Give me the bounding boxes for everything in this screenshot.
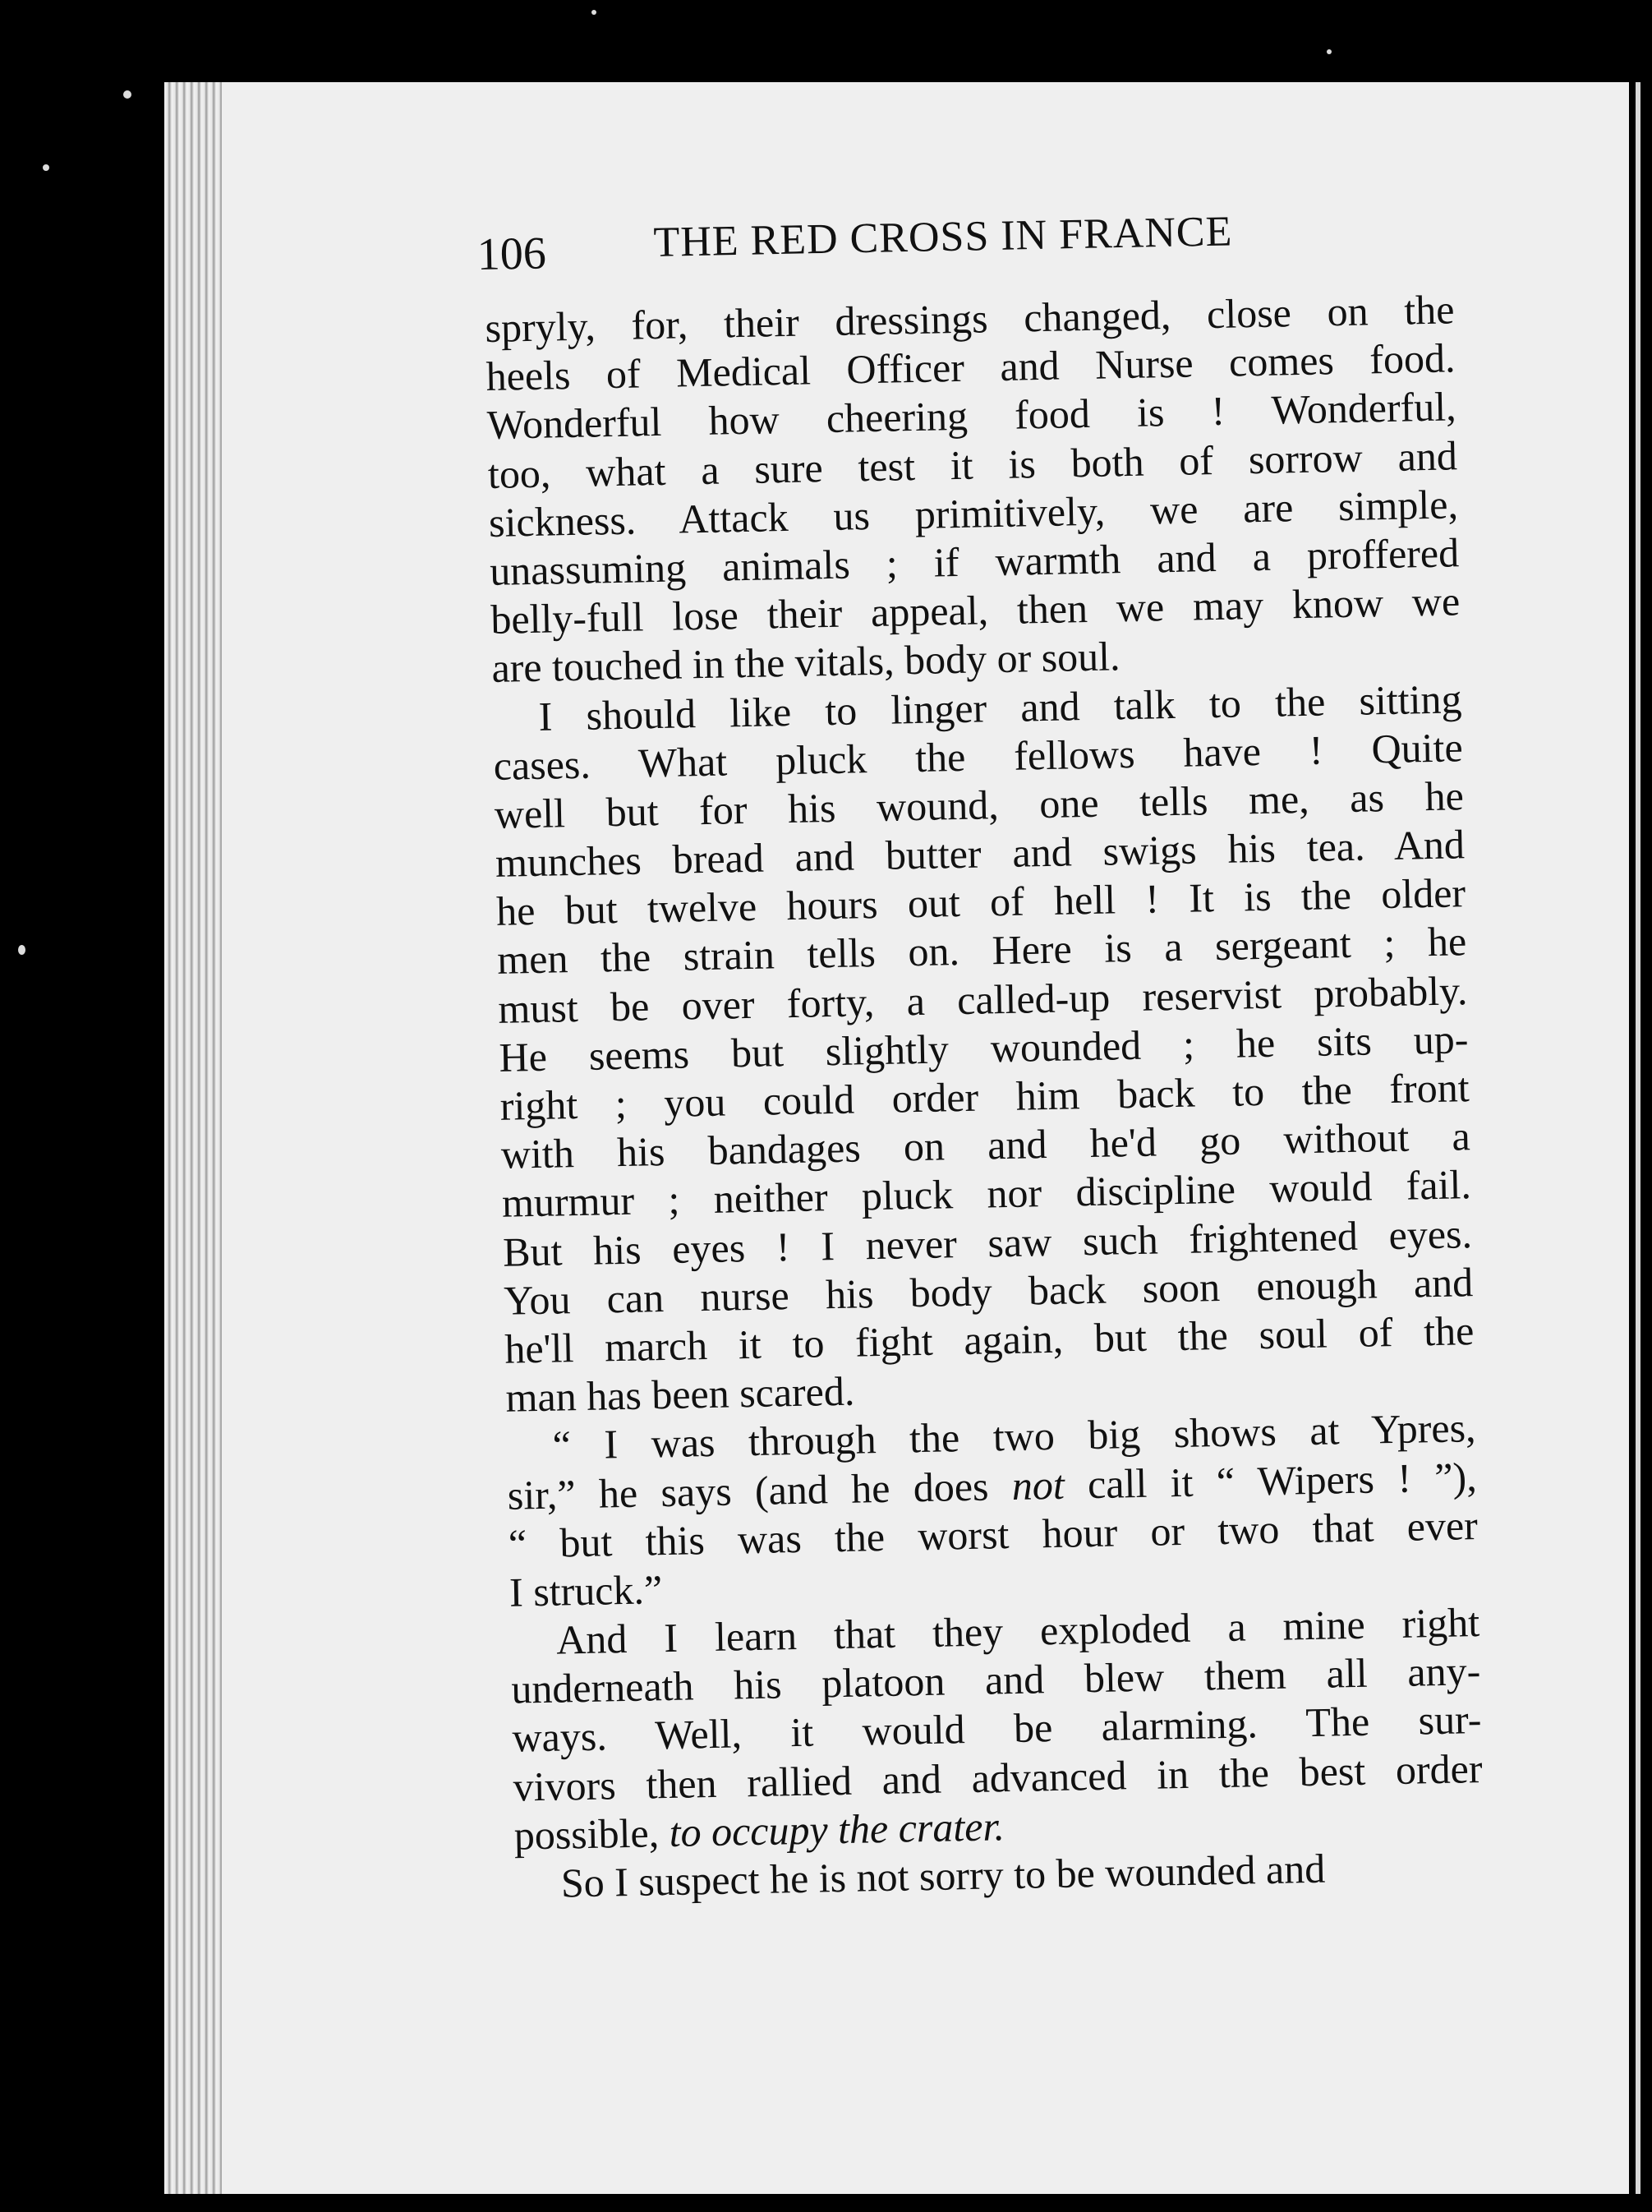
text-line: ways. Well, it would be alarming. The sur- (511, 1696, 1482, 1762)
text-line: heels of Medical Officer and Nurse comes food. (485, 334, 1456, 400)
text-line: he but twelve hours out of hell ! It is the older (495, 869, 1466, 935)
right-page-edge (1636, 82, 1640, 2194)
text-line: I struck.” (508, 1566, 663, 1615)
text-line: unassuming animals ; if warmth and a proffered (489, 529, 1460, 594)
text-segment: possible, (513, 1809, 660, 1859)
text-line: cases. What pluck the fellows have ! Quite (493, 723, 1464, 789)
text-line: murmur ; neither pluck nor discipline would fail. (501, 1161, 1472, 1227)
text-line: He seems but slightly wounded ; he sits up- (499, 1015, 1469, 1081)
text-line: You can nurse his body back soon enough and (503, 1258, 1474, 1324)
text-line: I should like to linger and talk to the sitting (538, 675, 1462, 740)
text-line: he'll march it to fight again, but the soul of the (504, 1307, 1475, 1372)
text-line: Wonderful how cheering food is ! Wonderful, (486, 383, 1457, 449)
text-line: And I learn that they exploded a mine right (555, 1599, 1480, 1663)
italic-text: to occupy the crater. (669, 1803, 1005, 1855)
italic-text: not (1011, 1461, 1065, 1509)
text-line: spryly, for, their dressings changed, close on the (485, 286, 1455, 351)
text-line: must be over forty, a called-up reservist probably. (497, 966, 1468, 1032)
text-line: vivors then rallied and advanced in the best order (513, 1744, 1483, 1810)
running-head: THE RED CROSS IN FRANCE (652, 208, 1233, 266)
body-text (485, 285, 1484, 1908)
text-line: well but for his wound, one tells me, as he (494, 772, 1465, 837)
text-line: right ; you could order him back to the front (499, 1064, 1470, 1129)
text-line: belly-full lose their appeal, then we may know we (490, 578, 1461, 643)
text-line: “ but this was the worst hour or two that ever (508, 1501, 1479, 1567)
page-edges (164, 82, 230, 2194)
text-line: are touched in the vitals, body or soul. (490, 633, 1121, 692)
right-binding-shadow (1629, 82, 1652, 2194)
text-line: munches bread and butter and swigs his tea. And (495, 821, 1466, 886)
text-line: “ I was through the two big shows at Ypres, (552, 1404, 1477, 1468)
text-line: sickness. Attack us primitively, we are simple, (488, 481, 1459, 546)
text-line: But his eyes ! I never saw such frightened eyes. (502, 1210, 1473, 1275)
text-line: with his bandages on and he'd go without a (500, 1113, 1471, 1177)
text-segment: call it “ Wipers ! ”), (1087, 1453, 1478, 1507)
page-number: 106 (476, 228, 547, 280)
text-line: too, what a sure test it is both of sorrow and (487, 431, 1458, 497)
text-segment: sir,” he says (and he does (507, 1462, 989, 1518)
text-line: So I suspect he is not sorry to be wounded and (560, 1845, 1326, 1906)
text-line: men the strain tells on. Here is a sergeant ; he (496, 918, 1467, 984)
text-line: man has been scared. (505, 1367, 855, 1421)
text-line: underneath his platoon and blew them all any- (510, 1647, 1481, 1712)
